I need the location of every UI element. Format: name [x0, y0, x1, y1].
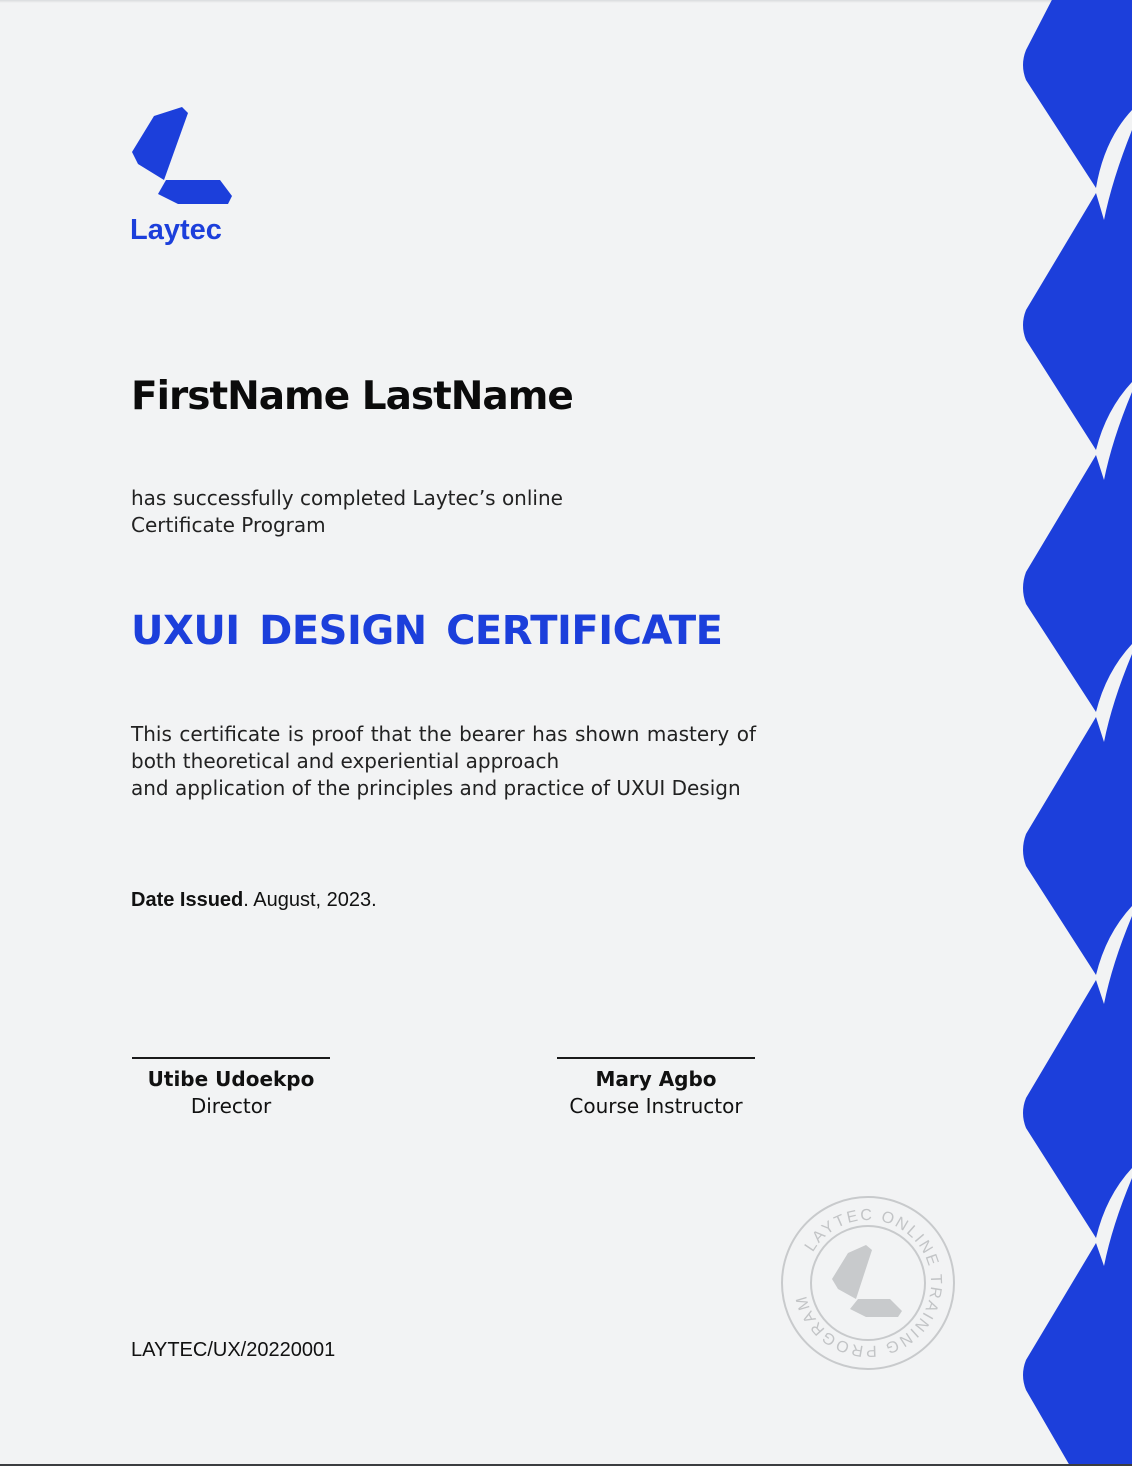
signatory-name: Mary Agbo	[595, 1067, 717, 1091]
signature-line	[132, 1057, 330, 1059]
signature-line	[557, 1057, 755, 1059]
date-value: . August, 2023.	[243, 889, 377, 911]
recipient-name: FirstName LastName	[131, 374, 573, 419]
signature-instructor	[557, 1057, 755, 1118]
proof-text-last: and application of the principles and practice of UXUI Design	[131, 776, 741, 800]
date-label: Date Issued	[131, 889, 244, 911]
laytec-seal-icon	[778, 1193, 958, 1373]
laytec-l-logo-icon	[130, 104, 234, 208]
date-issued	[131, 889, 377, 912]
proof-paragraph	[131, 721, 756, 802]
brand-logo	[130, 104, 240, 246]
completion-text: has successfully completed Laytec’s online Certificate Program	[131, 486, 563, 537]
proof-text-main: This certificate is proof that the bearer has shown mastery of both theoretical and experiential approach	[131, 722, 756, 773]
svg-text:LAYTEC ONLINE TRAINING PROGRAM: LAYTEC ONLINE TRAINING PROGRAM	[792, 1206, 945, 1360]
decorative-edge-shapes	[1000, 0, 1132, 1466]
certificate-title: UXUI DESIGN CERTIFICATE	[131, 608, 723, 654]
certificate-id: LAYTEC/UX/20220001	[131, 1339, 336, 1361]
signatory-role: Director	[190, 1094, 272, 1118]
signatory-name: Utibe Udoekpo	[147, 1067, 315, 1091]
top-shadow	[0, 0, 1132, 3]
signature-director	[132, 1057, 330, 1118]
brand-name: Laytec	[130, 214, 222, 246]
signatory-role: Course Instructor	[569, 1094, 743, 1118]
